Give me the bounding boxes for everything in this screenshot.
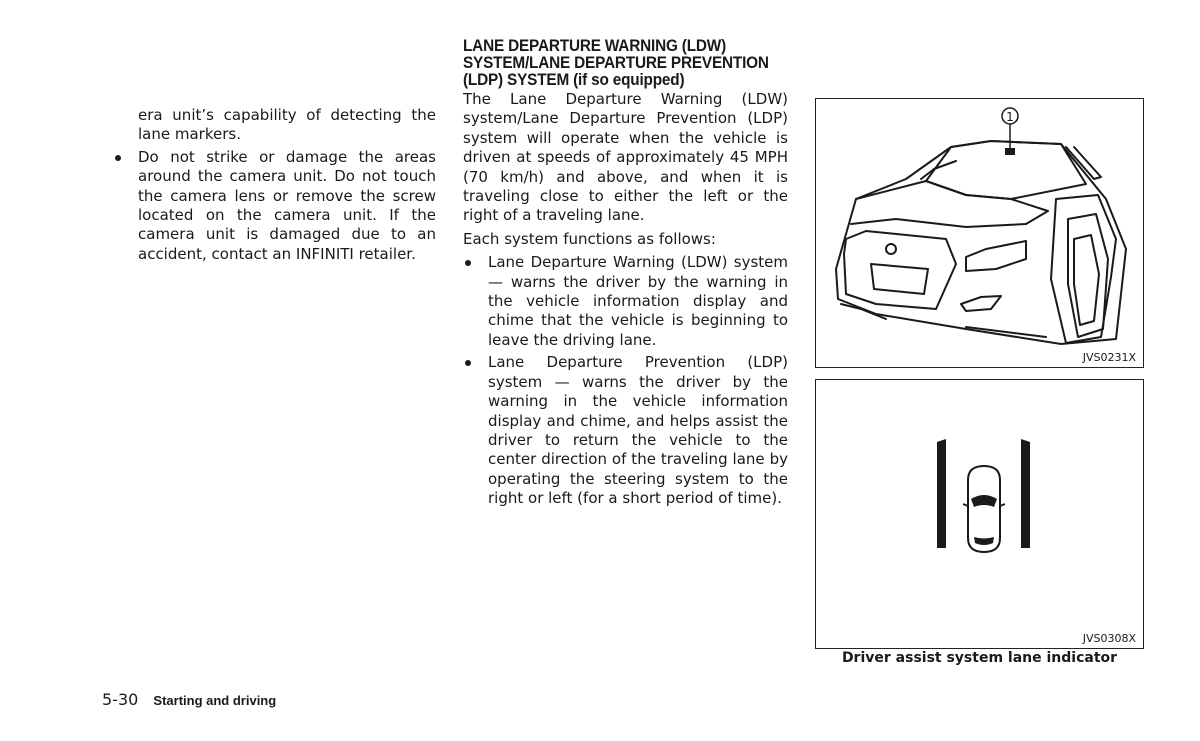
- lane-indicator-figure: [815, 379, 1144, 649]
- bullet-item-ldp: [463, 353, 788, 508]
- middle-column: [463, 38, 788, 509]
- bullet-item: [113, 148, 436, 264]
- bullet-icon: [465, 260, 471, 266]
- bullet-icon: [465, 360, 471, 366]
- section-heading: [463, 38, 784, 89]
- left-lane-marker: [937, 439, 946, 548]
- left-column: [113, 106, 436, 264]
- bullet-text: Do not strike or damage the areas around the camera unit. Do not touch the camera lens or remove the screw located on the camera unit. If the camera unit is damaged due to an accident, contact an INFINITI retailer.: [138, 147, 436, 263]
- heading-line: LANE DEPARTURE WARNING (LDW): [463, 37, 727, 55]
- bullet-icon: [115, 155, 121, 161]
- bullet-text: Lane Departure Warning (LDW) system — warns the driver by the warning in the vehicle information display and chime that the vehicle is beginning to leave the driving lane.: [488, 253, 788, 349]
- car-top-view-icon: [963, 466, 1005, 552]
- intro-paragraph: The Lane Departure Warning (LDW) system/Lane Departure Prevention (LDP) system will operate when the vehicle is driven at speeds of approximately 45 MPH (70 km/h) and above, and when it is traveling close to either the left or the right of a traveling lane.: [463, 90, 788, 225]
- heading-line: SYSTEM/LANE DEPARTURE PREVENTION: [463, 54, 769, 72]
- right-lane-marker: [1021, 439, 1030, 548]
- figure-code: JVS0231X: [1082, 351, 1136, 364]
- bullet-text: Lane Departure Prevention (LDP) system — warns the driver by the warning in the vehicle information display and chime, and helps assist the driver to return the vehicle to the center direction of the traveling lane by operating the steering system to the right or left (for a short period of time).: [488, 353, 788, 508]
- page-footer: [102, 690, 276, 709]
- page-number: 5-30: [102, 690, 139, 709]
- car-illustration: [816, 99, 1142, 366]
- lane-indicator-illustration: [816, 380, 1142, 647]
- car-camera-figure: [815, 98, 1144, 368]
- camera-unit: [1005, 148, 1015, 155]
- heading-line: (LDP) SYSTEM (if so equipped): [463, 71, 685, 89]
- continuation-text: era unit’s capability of detecting the lane markers.: [138, 106, 436, 144]
- figure-code: JVS0308X: [1082, 632, 1136, 645]
- functions-lead: Each system functions as follows:: [463, 229, 716, 248]
- callout-number: 1: [1006, 110, 1014, 124]
- figure-caption: Driver assist system lane indicator: [841, 650, 1118, 666]
- section-name: Starting and driving: [153, 693, 277, 708]
- bullet-item-ldw: [463, 253, 788, 350]
